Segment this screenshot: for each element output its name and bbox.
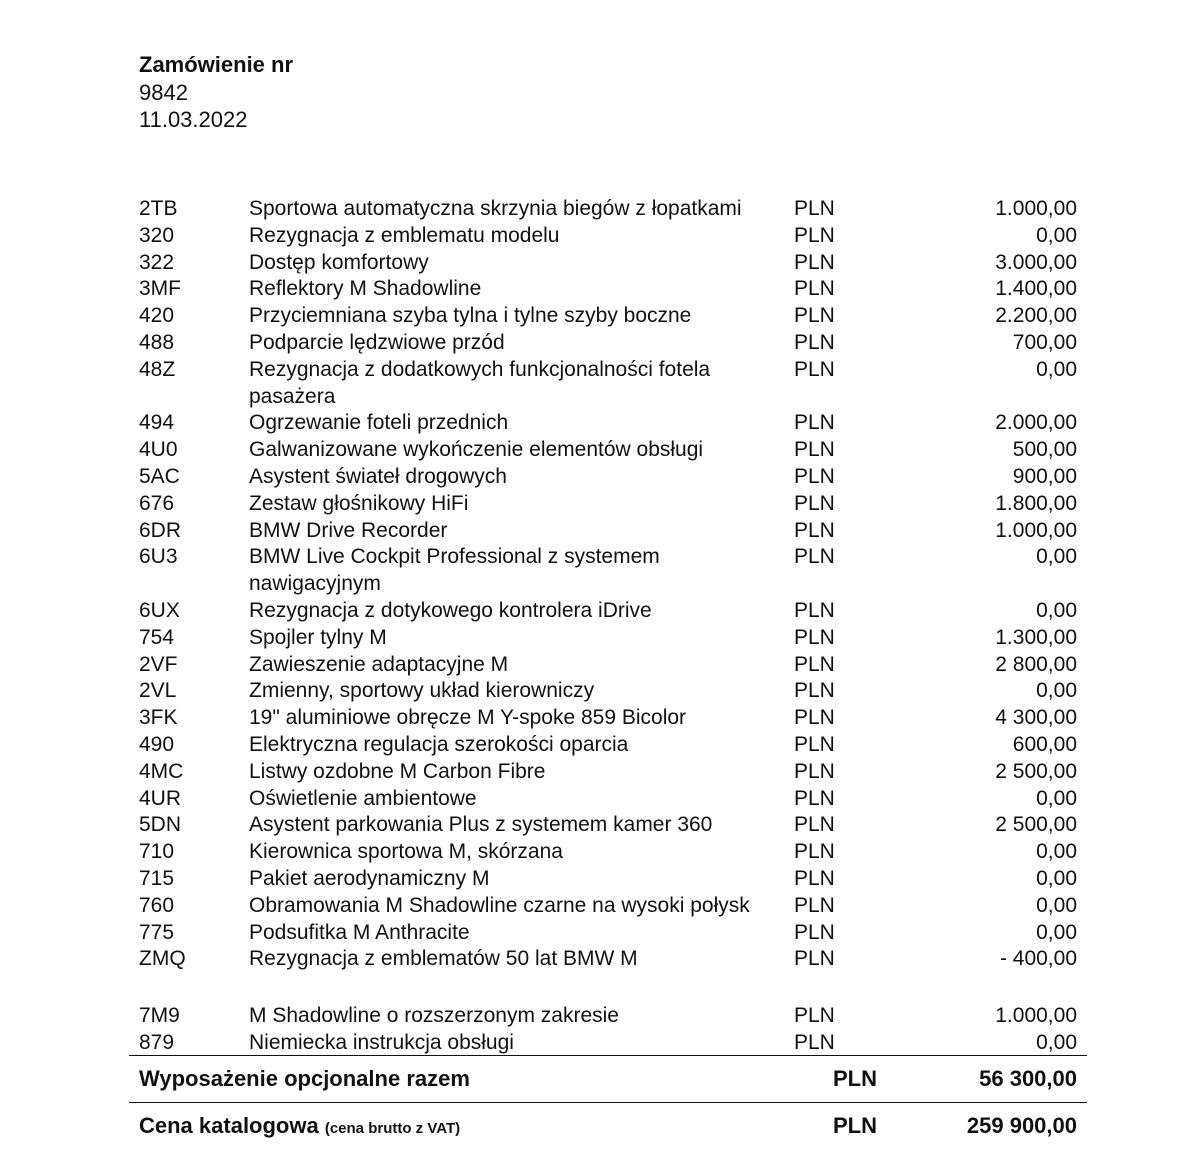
option-description: BMW Drive Recorder: [249, 518, 448, 542]
option-code: 715: [139, 866, 175, 890]
option-currency: PLN: [794, 464, 835, 488]
option-code: ZMQ: [139, 947, 186, 971]
option-row: [139, 812, 1077, 839]
option-currency: PLN: [794, 679, 835, 703]
option-currency: PLN: [794, 813, 835, 837]
option-code: 490: [139, 732, 175, 756]
options-list: [139, 196, 1077, 973]
option-currency: PLN: [794, 866, 835, 890]
option-description: Kierownica sportowa M, skórzana: [249, 840, 563, 864]
option-code: 2VL: [139, 679, 177, 703]
option-code: 4U0: [139, 438, 178, 462]
option-row: [139, 920, 1077, 947]
option-price: 2 500,00: [995, 759, 1077, 783]
option-price: 0,00: [1036, 866, 1077, 890]
option-description: Asystent świateł drogowych: [249, 464, 507, 488]
option-description: Zmienny, sportowy układ kierowniczy: [249, 679, 595, 703]
option-row: [139, 357, 1077, 411]
option-description: Rezygnacja z emblematów 50 lat BMW M: [249, 947, 638, 971]
list-price-label-wrap: [139, 1113, 833, 1139]
option-row: [139, 893, 1077, 920]
option-currency: PLN: [794, 491, 835, 515]
option-currency: PLN: [794, 625, 835, 649]
option-price: 1.400,00: [995, 277, 1077, 301]
option-description: Zawieszenie adaptacyjne M: [249, 652, 509, 676]
option-description: Reflektory M Shadowline: [249, 277, 482, 301]
option-row: [139, 276, 1077, 303]
option-description: Galwanizowane wykończenie elementów obsługi: [249, 438, 704, 462]
order-number-value: 9842: [139, 80, 188, 105]
option-price: 0,00: [1036, 357, 1077, 381]
option-price: 2.000,00: [995, 411, 1077, 435]
option-row: [139, 491, 1077, 518]
option-price: 0,00: [1036, 920, 1077, 944]
extra-options-list: [139, 1003, 1077, 1057]
option-code: 6UX: [139, 598, 180, 622]
option-price: 0,00: [1036, 545, 1077, 569]
options-total-row: [139, 1066, 1077, 1092]
option-price: 4 300,00: [995, 706, 1077, 730]
option-description: Przyciemniana szyba tylna i tylne szyby boczne: [249, 304, 692, 328]
option-price: 0,00: [1036, 679, 1077, 703]
option-code: 5AC: [139, 464, 180, 488]
option-code: 7M9: [139, 1004, 180, 1027]
option-row: [139, 598, 1077, 625]
option-row: [139, 464, 1077, 491]
option-row: [139, 786, 1077, 813]
option-description: Rezygnacja z dodatkowych funkcjonalności fotela pasażera: [249, 357, 711, 408]
option-code: 2TB: [139, 197, 178, 220]
option-price: 500,00: [1012, 438, 1077, 462]
option-row: [139, 437, 1077, 464]
option-price: - 400,00: [999, 947, 1077, 971]
list-price-currency: PLN: [833, 1113, 877, 1138]
option-code: 879: [139, 1030, 175, 1054]
option-currency: PLN: [794, 545, 835, 569]
option-description: Oświetlenie ambientowe: [249, 786, 477, 810]
list-price-row: [139, 1113, 1077, 1139]
option-description: Dostęp komfortowy: [249, 250, 429, 274]
option-price: 1.000,00: [995, 518, 1077, 542]
option-currency: PLN: [794, 1030, 835, 1054]
option-row: [139, 732, 1077, 759]
option-description: Ogrzewanie foteli przednich: [249, 411, 509, 435]
list-price-divider: [129, 1102, 1087, 1103]
option-code: 2VF: [139, 652, 178, 676]
option-row: [139, 410, 1077, 437]
option-currency: PLN: [794, 223, 835, 247]
option-price: 0,00: [1036, 598, 1077, 622]
option-price: 700,00: [1012, 330, 1077, 354]
option-currency: PLN: [794, 411, 835, 435]
option-currency: PLN: [794, 893, 835, 917]
option-currency: PLN: [794, 652, 835, 676]
option-code: 320: [139, 223, 175, 247]
option-code: 710: [139, 840, 175, 864]
option-code: 4UR: [139, 786, 182, 810]
option-currency: PLN: [794, 759, 835, 783]
option-row: [139, 759, 1077, 786]
option-price: 1.300,00: [995, 625, 1077, 649]
option-description: Niemiecka instrukcja obsługi: [249, 1030, 514, 1054]
option-description: Zestaw głośnikowy HiFi: [249, 491, 469, 515]
option-description: Listwy ozdobne M Carbon Fibre: [249, 759, 546, 783]
option-description: Asystent parkowania Plus z systemem kamer 360: [249, 813, 713, 837]
order-date-value: 11.03.2022: [139, 107, 248, 132]
option-currency: PLN: [794, 304, 835, 328]
order-title: Zamówienie nr: [139, 52, 294, 77]
option-description: Podsufitka M Anthracite: [249, 920, 470, 944]
option-description: Elektryczna regulacja szerokości oparcia: [249, 732, 629, 756]
option-price: 0,00: [1036, 840, 1077, 864]
option-row: [139, 678, 1077, 705]
option-code: 760: [139, 893, 175, 917]
option-currency: PLN: [794, 357, 835, 381]
option-price: 2 500,00: [995, 813, 1077, 837]
option-description: BMW Live Cockpit Professional z systemem nawigacyjnym: [249, 545, 660, 596]
option-row: [139, 223, 1077, 250]
option-row: [139, 303, 1077, 330]
option-code: 6U3: [139, 545, 178, 569]
option-code: 754: [139, 625, 175, 649]
option-currency: PLN: [794, 840, 835, 864]
options-total-label: Wyposażenie opcjonalne razem: [139, 1066, 470, 1091]
option-description: Podparcie lędzwiowe przód: [249, 330, 505, 354]
option-currency: PLN: [794, 947, 835, 971]
option-row: [139, 250, 1077, 277]
list-price-note: (cena brutto z VAT): [324, 1120, 461, 1137]
option-row: [139, 839, 1077, 866]
option-row: [139, 866, 1077, 893]
option-code: 6DR: [139, 518, 182, 542]
option-currency: PLN: [794, 598, 835, 622]
option-currency: PLN: [794, 1004, 835, 1027]
option-price: 1.000,00: [995, 1004, 1077, 1027]
option-row: [139, 1030, 1077, 1057]
option-currency: PLN: [794, 197, 835, 220]
option-row: [139, 1003, 1077, 1030]
list-price-label: Cena katalogowa: [139, 1113, 319, 1138]
option-currency: PLN: [794, 250, 835, 274]
option-currency: PLN: [794, 786, 835, 810]
option-description: Rezygnacja z dotykowego kontrolera iDrive: [249, 598, 652, 622]
option-price: 2.200,00: [995, 304, 1077, 328]
option-row: [139, 330, 1077, 357]
option-code: 4MC: [139, 759, 184, 783]
option-code: 420: [139, 304, 175, 328]
options-total-value: 56 300,00: [979, 1066, 1077, 1091]
option-code: 676: [139, 491, 175, 515]
option-code: 3FK: [139, 706, 178, 730]
option-description: 19" aluminiowe obręcze M Y-spoke 859 Bicolor: [249, 706, 687, 730]
option-row: [139, 544, 1077, 598]
option-currency: PLN: [794, 438, 835, 462]
option-code: 322: [139, 250, 175, 274]
option-price: 0,00: [1036, 1030, 1077, 1054]
option-row: [139, 625, 1077, 652]
option-code: 494: [139, 411, 175, 435]
option-currency: PLN: [794, 277, 835, 301]
option-row: [139, 705, 1077, 732]
option-row: [139, 518, 1077, 545]
option-price: 0,00: [1036, 223, 1077, 247]
option-price: 1.800,00: [995, 491, 1077, 515]
option-description: M Shadowline o rozszerzonym zakresie: [249, 1004, 619, 1027]
option-price: 2 800,00: [995, 652, 1077, 676]
option-row: [139, 946, 1077, 973]
option-description: Spojler tylny M: [249, 625, 387, 649]
option-code: 488: [139, 330, 175, 354]
option-currency: PLN: [794, 518, 835, 542]
list-price-value: 259 900,00: [966, 1113, 1077, 1138]
option-description: Rezygnacja z emblematu modelu: [249, 223, 560, 247]
option-price: 3.000,00: [995, 250, 1077, 274]
totals-divider: [129, 1055, 1087, 1056]
option-code: 5DN: [139, 813, 182, 837]
option-currency: PLN: [794, 920, 835, 944]
option-price: 1.000,00: [995, 197, 1077, 220]
option-description: Pakiet aerodynamiczny M: [249, 866, 490, 890]
option-price: 900,00: [1012, 464, 1077, 488]
option-currency: PLN: [794, 732, 835, 756]
option-code: 3MF: [139, 277, 181, 301]
option-description: Sportowa automatyczna skrzynia biegów z łopatkami: [249, 197, 742, 220]
option-description: Obramowania M Shadowline czarne na wysoki połysk: [249, 893, 750, 917]
option-price: 0,00: [1036, 786, 1077, 810]
option-currency: PLN: [794, 330, 835, 354]
option-currency: PLN: [794, 706, 835, 730]
options-total-currency: PLN: [833, 1066, 877, 1091]
option-price: 600,00: [1012, 732, 1077, 756]
option-code: 775: [139, 920, 175, 944]
option-row: [139, 196, 1077, 223]
option-price: 0,00: [1036, 893, 1077, 917]
option-row: [139, 652, 1077, 679]
option-code: 48Z: [139, 357, 176, 381]
